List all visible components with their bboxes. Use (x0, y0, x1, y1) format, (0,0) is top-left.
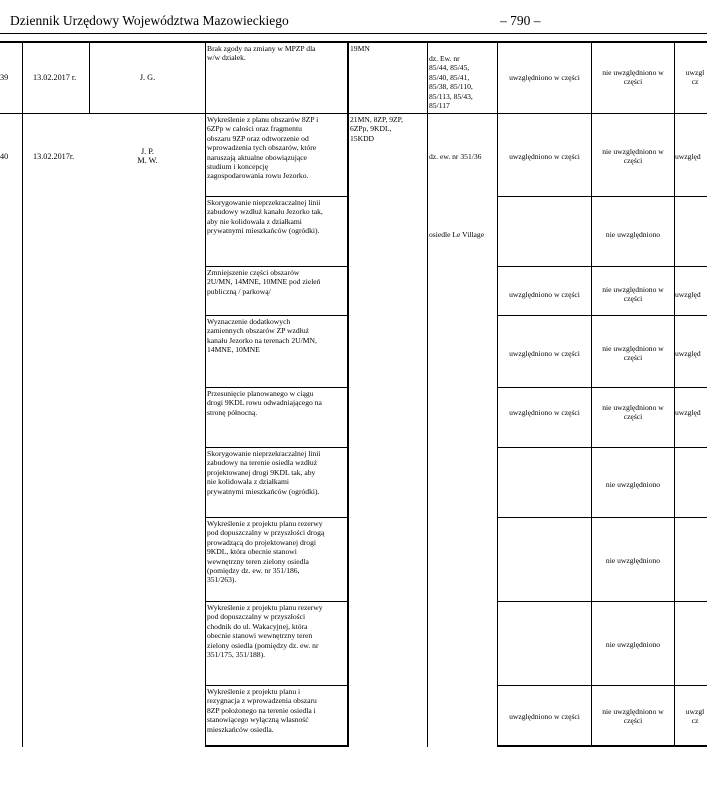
mayor-decision: uwzględniono w części (509, 349, 580, 358)
council-decision: nie uwzględniono w części (602, 285, 664, 304)
council-decision: nie uwzględniono w części (602, 147, 664, 166)
table-line (205, 601, 348, 602)
remark-content: Zmniejszenie części obszarów 2U/MN, 14MNE, 10MNE pod zieleń publiczną / parkową/ (207, 268, 321, 296)
remark-content: Brak zgody na zmiany w MPZP dla w/w działek. (207, 44, 316, 63)
table-line (674, 41, 675, 747)
row-number: 40 (0, 152, 9, 161)
extra-decision: uwzględ (675, 349, 701, 358)
remark-content: Wykreślenie z projektu planu i rezygnacja z wprowadzenia obszaru 8ZP położonego na terenie osiedla i stanowiącego wyłączną własność mieszkańców osiedla. (207, 687, 317, 734)
table-line (497, 266, 707, 267)
table-line (205, 517, 348, 518)
remark-content: Wyznaczenie dodatkowych zamiennych obszarów ZP wzdłuż kanału Jezorko na terenach 2U/MN, 14MNE, 10MNE (207, 317, 317, 355)
submission-date: 13.02.2017r. (33, 152, 75, 161)
council-decision: nie uwzględniono w części (602, 403, 664, 422)
table-line (0, 41, 707, 43)
remark-content: Przesunięcie planowanego w ciągu drogi 9KDL rowu odwadniającego na stronę północną. (207, 389, 322, 417)
remark-content: Skorygowanie nieprzekraczalnej linii zabudowy na terenie osiedla wzdłuż projektowanej drogi 9KDL tak, aby nie kolidowała z działkami prywatnymi mieszkańców (ogródki). (207, 449, 321, 496)
table-line (427, 41, 428, 747)
journal-title: Dziennik Urzędowy Województwa Mazowieckiego (10, 13, 289, 28)
council-decision: nie uwzględniono (605, 480, 661, 489)
table-line (347, 41, 349, 747)
table-line (497, 196, 707, 197)
parcel-numbers: dz. ew. nr 351/36 (429, 152, 482, 161)
council-decision: nie uwzględniono (605, 230, 661, 239)
remark-content: Wykreślenie z projektu planu rezerwy pod dopuszczalny w przyszłości drogą prowadzącą do projektowanej drogi 9KDL, która obecnie stanowi wewnętrzny teren zielony osiedla (pomiędzy dz. ew. nr 351/186, 351/263). (207, 519, 325, 585)
council-decision: nie uwzględniono w części (602, 707, 664, 726)
remark-content: Wykreślenie z planu obszarów 8ZP i 6ZPp w całości oraz fragmentu obszaru 9ZP oraz odtworzenie od wprowadzenia tych obszarów, które naruszają aktualne obowiązujące studium i koncepcję zagospodarowania rowu Jezorko. (207, 115, 319, 181)
table-line (205, 266, 348, 267)
remark-content: Skorygowanie nieprzekraczalnej linii zabudowy wzdłuż kanału Jezorko tak, aby nie kolidowała z działkami prywatnymi mieszkańców (ogródki). (207, 198, 323, 236)
remark-content: Wykreślenie z projektu planu rezerwy pod dopuszczalny w przyszłości chodnik do ul. Wakacyjnej, która obecnie stanowi wewnętrzny teren zielony osiedla (pomiędzy dz. ew. nr 351/175, 351/188). (207, 603, 323, 660)
submission-date: 13.02.2017 r. (33, 73, 77, 82)
mayor-decision: uwzględniono w części (509, 408, 580, 417)
extra-decision: uwzględ (675, 152, 701, 161)
extra-decision: uwzgl cz (685, 68, 705, 87)
table-line (497, 387, 707, 388)
mayor-decision: uwzględniono w części (509, 712, 580, 721)
table-line (497, 447, 707, 448)
table-line (497, 315, 707, 316)
plan-designation: 21MN, 8ZP, 9ZP, 6ZPp, 9KDL, 15KDD (350, 115, 403, 143)
extra-decision: uwzględ (675, 408, 701, 417)
council-decision: nie uwzględniono w części (602, 344, 664, 363)
mayor-decision: uwzględniono w części (509, 290, 580, 299)
table-line (205, 745, 348, 747)
council-decision: nie uwzględniono (605, 556, 661, 565)
council-decision: nie uwzględniono w części (602, 68, 664, 87)
table-line (0, 113, 707, 114)
submitter: J. G. (139, 73, 156, 82)
page-number: – 790 – (500, 13, 541, 28)
table-line (205, 196, 348, 197)
table-line (205, 387, 348, 388)
table-line (205, 447, 348, 448)
table-line (497, 41, 498, 747)
plan-designation: 19MN (350, 44, 370, 53)
parcel-numbers: dz. Ew. nr 85/44, 85/45, 85/40, 85/41, 85/38, 85/110, 85/113, 85/43, 85/117 (429, 54, 473, 111)
table-line (497, 745, 707, 747)
table-line (205, 685, 348, 686)
extra-decision: uwzgl cz (685, 707, 705, 726)
table-line (22, 41, 23, 747)
parcel-numbers: osiedle Le Village (429, 230, 485, 239)
row-number: 39 (0, 73, 9, 82)
table-line (497, 601, 707, 602)
submitter: J. P. M. W. (137, 147, 158, 166)
table-line (205, 41, 206, 747)
mayor-decision: uwzględniono w części (509, 73, 580, 82)
table-line (497, 517, 707, 518)
extra-decision: uwzględ (675, 290, 701, 299)
table-line (205, 315, 348, 316)
mayor-decision: uwzględniono w części (509, 152, 580, 161)
council-decision: nie uwzględniono (605, 640, 661, 649)
table-line (497, 685, 707, 686)
